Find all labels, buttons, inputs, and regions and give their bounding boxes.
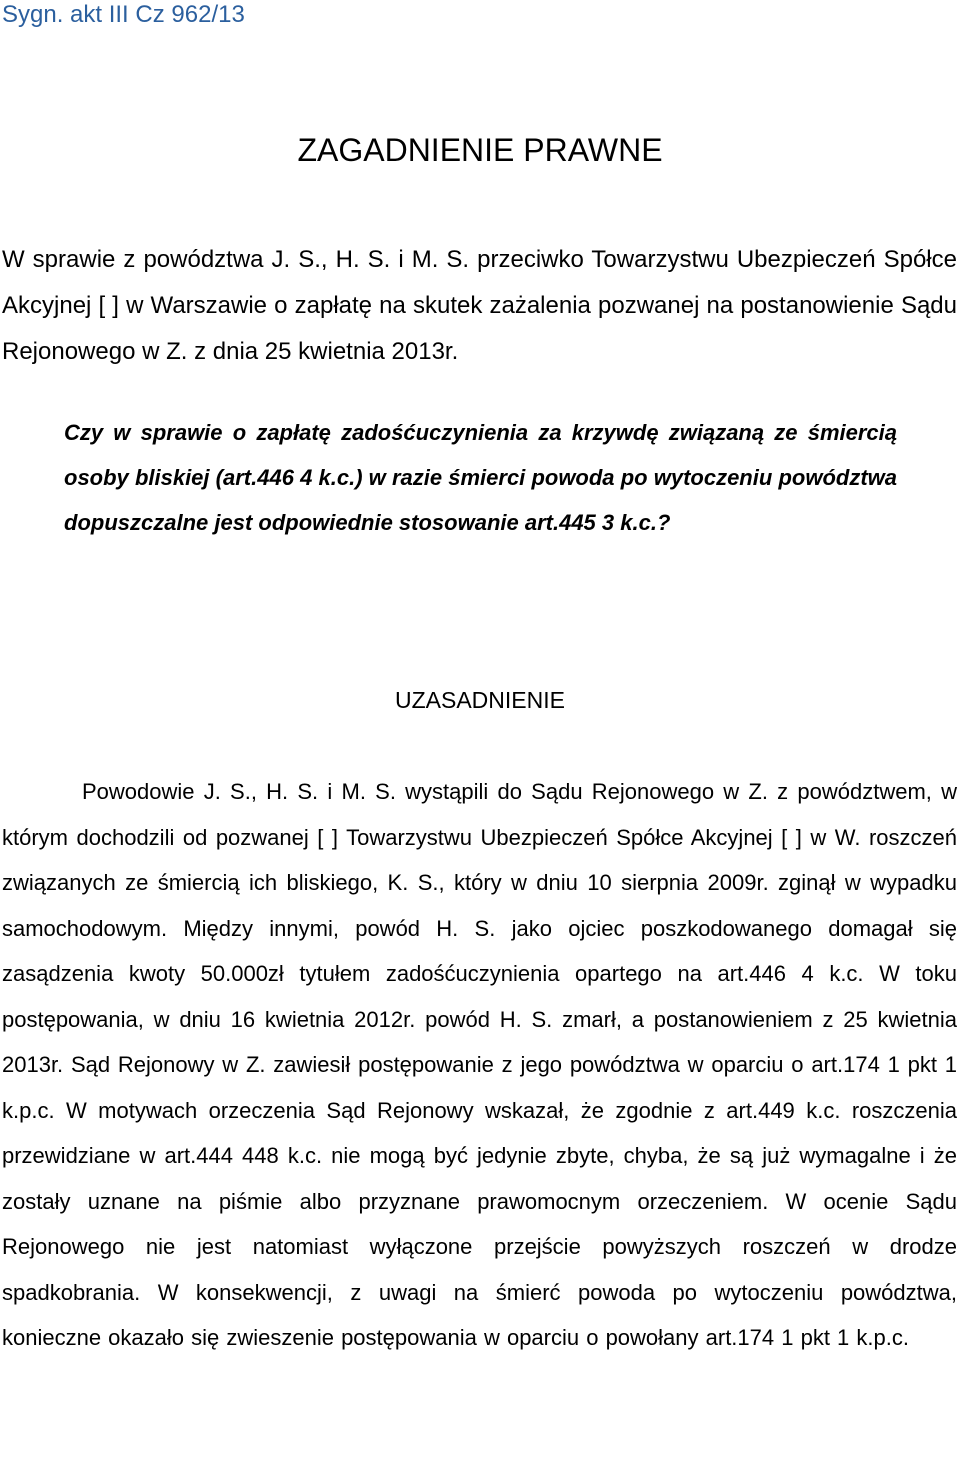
justification-paragraph: Powodowie J. S., H. S. i M. S. wystąpili do Sądu Rejonowego w Z. z powództwem, w którym dochodzili od pozwanej [ ] Towarzystwu Ubezpieczeń Spółce Akcyjnej [ ] w W. roszczeń związanych ze śmiercią ich bliskiego, K. S., który w dniu 10 sierpnia 2009r. zginął w wypadku samochodowym. Między innymi, powód H. S. jako ojciec poszkodowanego domagał się zasądzenia kwoty 50.000zł tytułem zadośćuczynienia opartego na art.446 4 k.c. W toku postępowania, w dniu 16 kwietnia 2012r. powód H. S. zmarł, a postanowieniem z 25 kwietnia 2013r. Sąd Rejonowy w Z. zawiesił postępowanie z jego powództwa w oparciu o art.174 1 pkt 1 k.p.c. W motywach orzeczenia Sąd Rejonowy wskazał, że zgodnie z art.449 k.c. roszczenia przewidziane w art.444 448 k.c. nie mogą być jedynie zbyte, chyba, że są już wymagalne i że zostały uznane na piśmie albo przyznane prawomocnym orzeczeniem. W ocenie Sądu Rejonowego nie jest natomiast wyłączone przejście powyższych roszczeń w drodze spadkobrania. W konsekwencji, z uwagi na śmierć powoda po wytoczeniu powództwa, konieczne okazało się zwieszenie postępowania w oparciu o powołany art.174 1 pkt 1 k.p.c. [2, 779, 957, 1350]
page-title: ZAGADNIENIE PRAWNE [297, 132, 663, 168]
legal-question: Czy w sprawie o zapłatę zadośćuczynienia za krzywdę związaną ze śmiercią osoby bliskiej (art.446 4 k.c.) w razie śmierci powoda po wytoczeniu powództwa dopuszczalne jest odpowiednie stosowanie art.445 3 k.c.? [64, 420, 897, 535]
case-intro-paragraph: W sprawie z powództwa J. S., H. S. i M. S. przeciwko Towarzystwu Ubezpieczeń Spółce Akcyjnej [ ] w Warszawie o zapłatę na skutek zażalenia pozwanej na postanowienie Sądu Rejonowego w Z. z dnia 25 kwietnia 2013r. [2, 246, 957, 365]
section-heading: UZASADNIENIE [395, 687, 565, 713]
case-signature: Sygn. akt III Cz 962/13 [2, 1, 245, 28]
